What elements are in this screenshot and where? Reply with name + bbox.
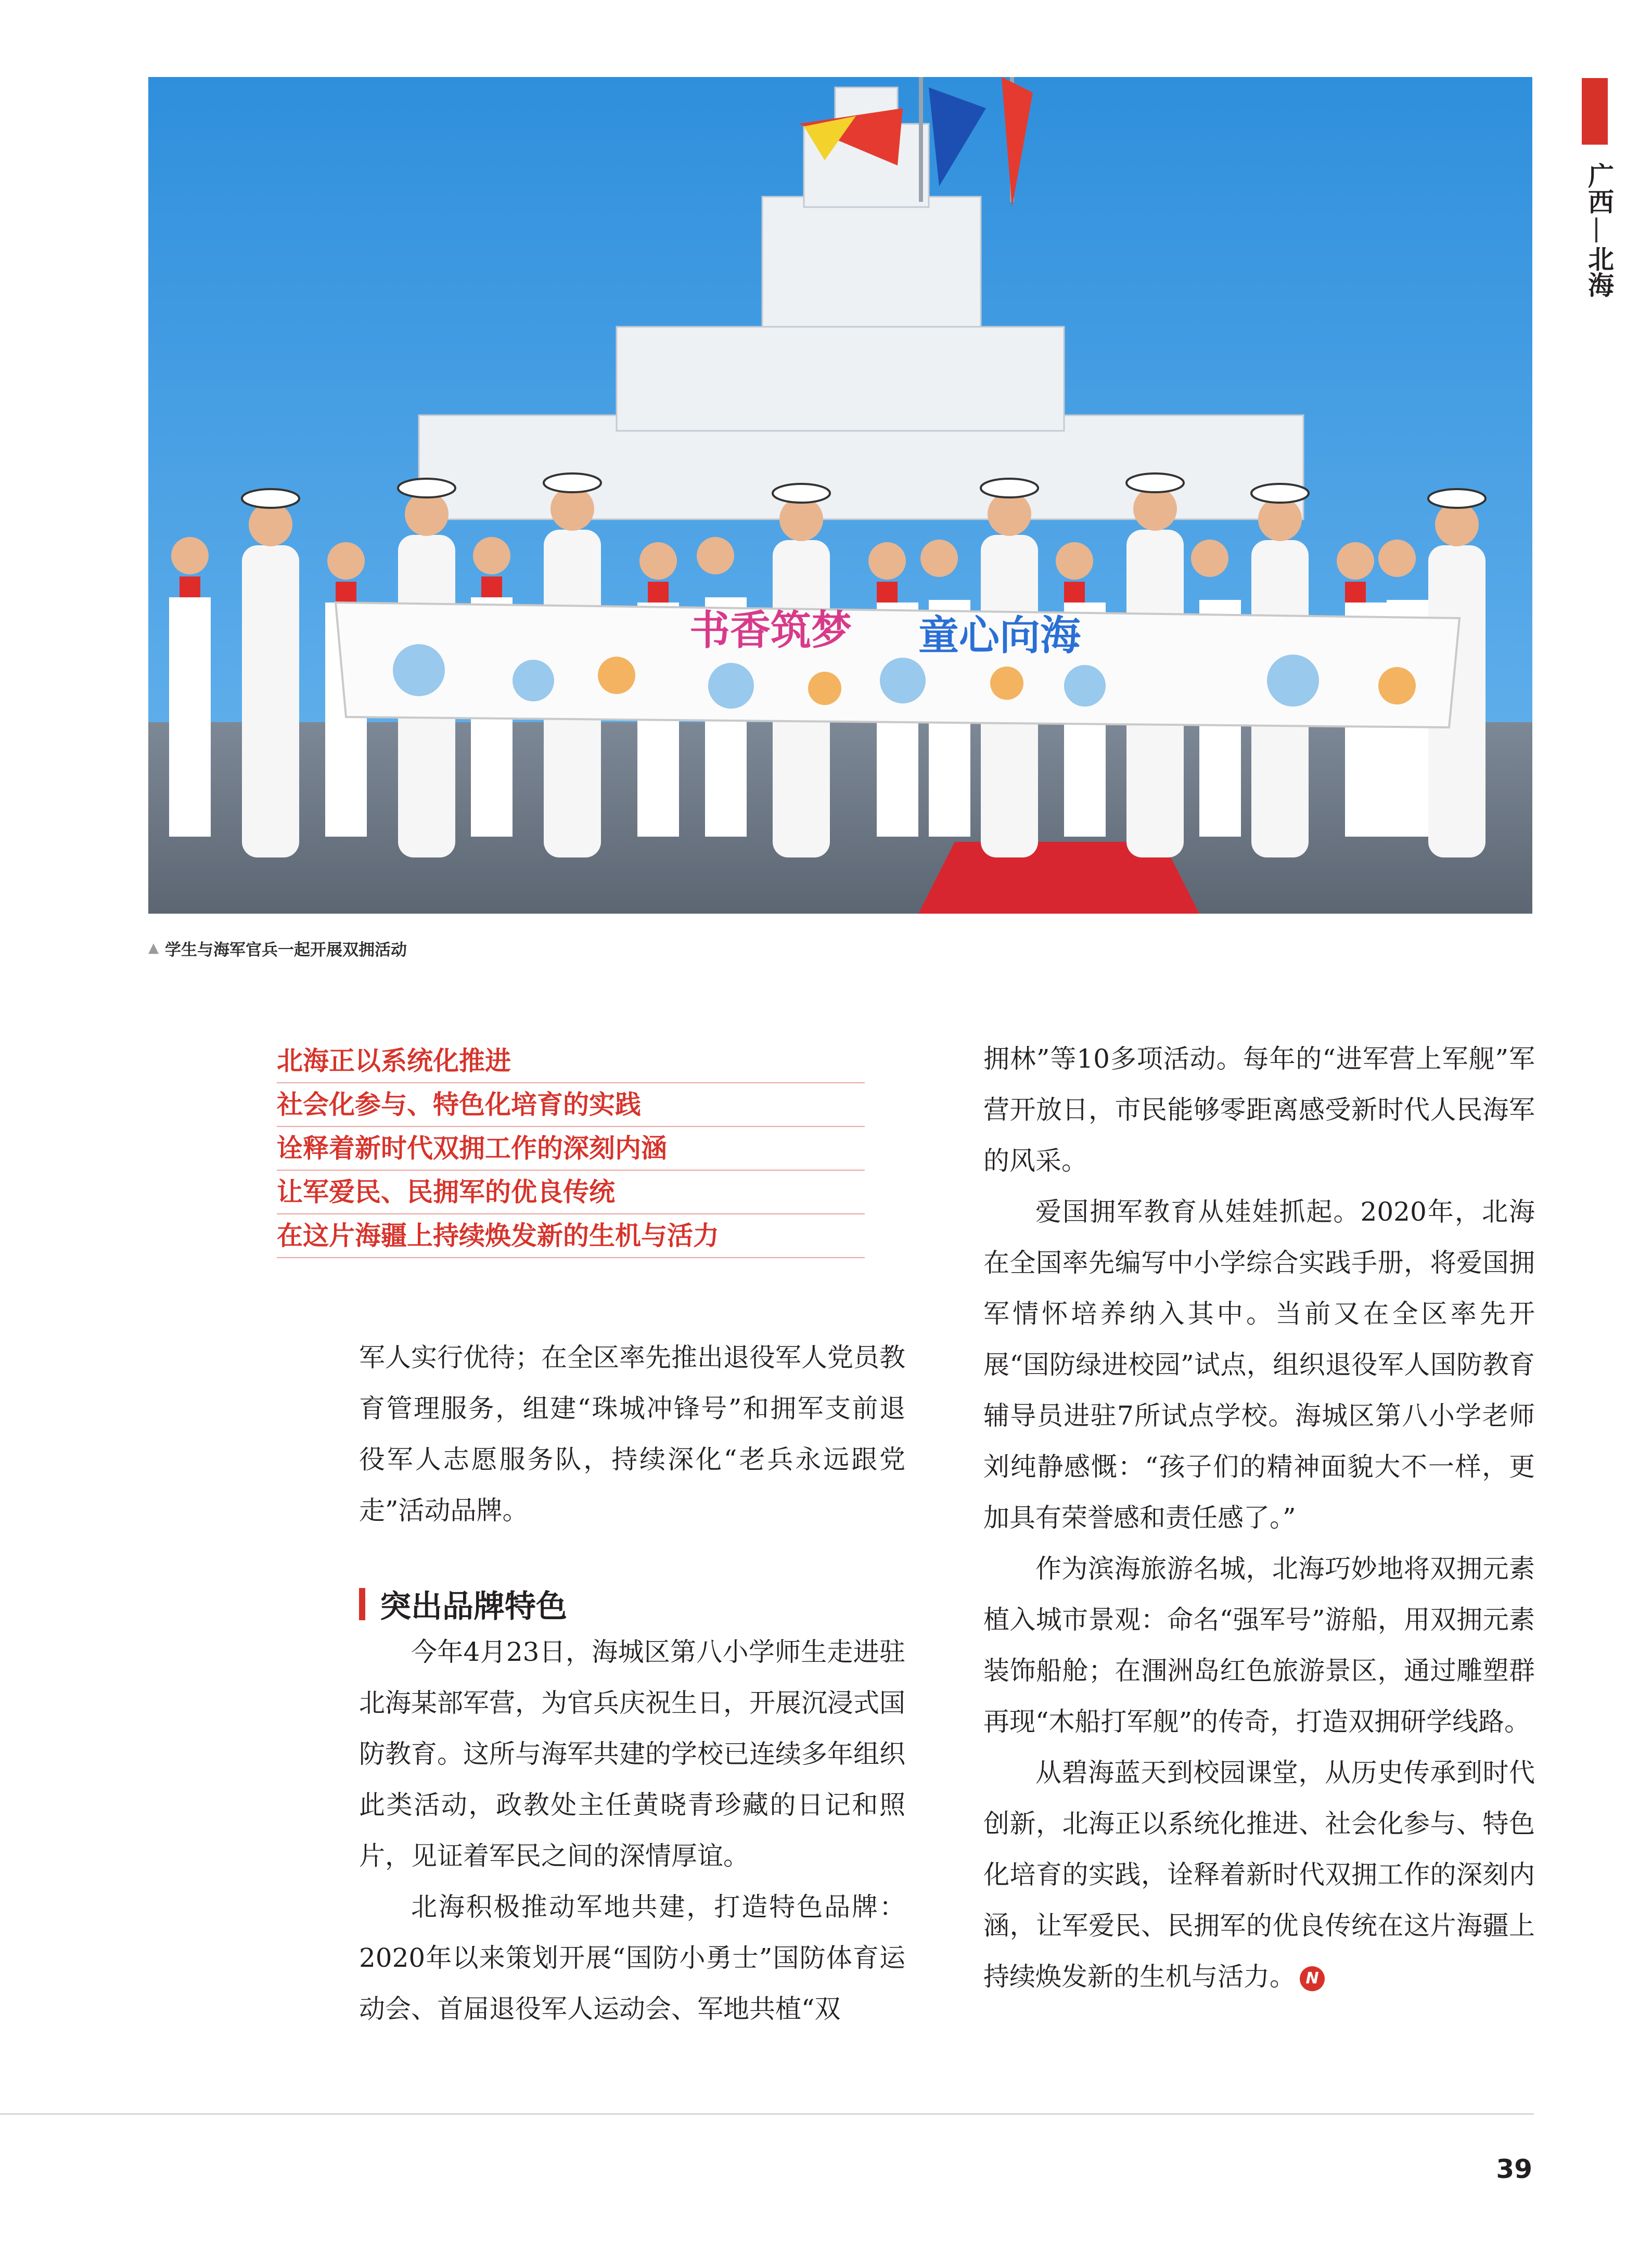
paragraph: 拥林”等10多项活动。每年的“进军营上军舰”军营开放日，市民能够零距离感受新时代人民海军的风采。 <box>983 1044 1535 1176</box>
pull-quote-line: 诠释着新时代双拥工作的深刻内涵 <box>277 1127 865 1171</box>
pull-quote-line: 北海正以系统化推进 <box>277 1040 865 1083</box>
heading-marker <box>359 1588 365 1620</box>
section-tab-city: 北海 <box>1584 246 1614 298</box>
right-column <box>983 1033 1535 2002</box>
caption-text: 学生与海军官兵一起开展双拥活动 <box>165 940 407 959</box>
left-column-top <box>359 1332 905 1536</box>
section-tab-divider <box>1595 217 1597 242</box>
heading-text: 突出品牌特色 <box>380 1588 567 1625</box>
pull-quote-line: 在这片海疆上持续焕发新的生机与活力 <box>277 1214 865 1258</box>
banner-text-right: 童心向海 <box>918 612 1081 658</box>
section-tab-bar <box>1582 78 1608 145</box>
pull-quote-line: 社会化参与、特色化培育的实践 <box>277 1083 865 1127</box>
activity-banner <box>336 603 1459 727</box>
section-tab <box>1582 162 1614 298</box>
banner-text-left: 书香筑梦 <box>689 607 852 653</box>
photo-caption <box>148 937 407 959</box>
caption-marker: ▲ <box>148 940 159 956</box>
pull-quote <box>277 1040 865 1258</box>
paragraph-final <box>983 1747 1535 2002</box>
paragraph-text: 从碧海蓝天到校园课堂，从历史传承到时代创新，北海正以系统化推进、社会化参与、特色化培育的实践，诠释着新时代双拥工作的深刻内涵，让军爱民、民拥军的优良传统在这片海疆上持续焕发新的生机与活力。 <box>983 1758 1535 1992</box>
section-heading <box>359 1582 567 1626</box>
paragraph: 作为滨海旅游名城，北海巧妙地将双拥元素植入城市景观：命名“强军号”游船，用双拥元素装饰船舱；在涠洲岛红色旅游景区，通过雕塑群再现“木船打军舰”的传奇，打造双拥研学线路。 <box>983 1554 1535 1737</box>
paragraph: 爱国拥军教育从娃娃抓起。2020年，北海在全国率先编写中小学综合实践手册，将爱国拥军情怀培养纳入其中。当前又在全区率先开展“国防绿进校园”试点，组织退役军人国防教育辅导员进驻7所试点学校。海城区第八小学老师刘纯静感慨：“孩子们的精神面貌大不一样，更加具有荣誉感和责任感了。” <box>983 1197 1535 1533</box>
paragraph: 军人实行优待；在全区率先推出退役军人党员教育管理服务，组建“珠城冲锋号”和拥军支前退役军人志愿服务队，持续深化“老兵永远跟党走”活动品牌。 <box>359 1342 905 1526</box>
footer-rule <box>0 2113 1534 2115</box>
left-column-bottom <box>359 1626 905 2034</box>
section-tab-region: 广西 <box>1584 162 1614 214</box>
page-number: 39 <box>1496 2154 1532 2184</box>
pull-quote-line: 让军爱民、民拥军的优良传统 <box>277 1171 865 1214</box>
photo-illustration <box>148 77 1532 914</box>
article-photo <box>148 77 1532 914</box>
paragraph: 北海积极推动军地共建，打造特色品牌：2020年以来策划开展“国防小勇士”国防体育运动会、首届退役军人运动会、军地共植“双 <box>359 1892 905 2024</box>
end-mark-icon: N <box>1300 1966 1325 1991</box>
paragraph: 今年4月23日，海城区第八小学师生走进驻北海某部军营，为官兵庆祝生日，开展沉浸式国防教育。这所与海军共建的学校已连续多年组织此类活动，政教处主任黄晓青珍藏的日记和照片，见证着军民之间的深情厚谊。 <box>359 1637 905 1871</box>
